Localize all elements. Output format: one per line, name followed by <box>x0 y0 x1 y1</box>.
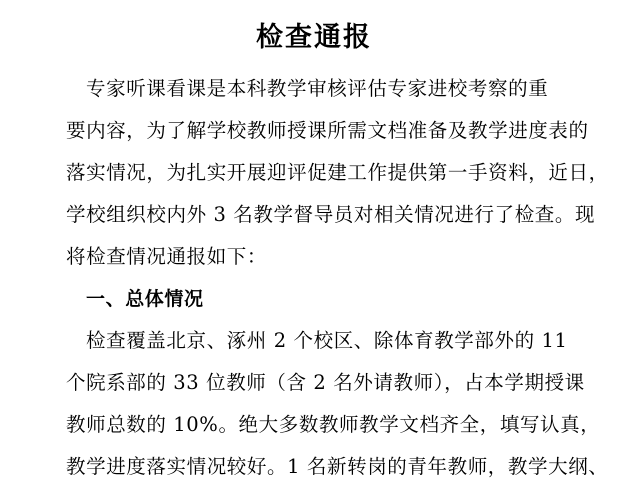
paragraph-line: 个院系部的 33 位教师（含 2 名外请教师），占本学期授课 <box>66 371 585 394</box>
paragraph-line: 教学进度落实情况较好。1 名新转岗的青年教师，教学大纲、 <box>66 455 609 478</box>
paragraph-line: 专家听课看课是本科教学审核评估专家进校考察的重 <box>86 77 549 100</box>
paragraph-line: 学校组织校内外 3 名教学督导员对相关情况进行了检查。现 <box>66 203 596 226</box>
paragraph-line: 将检查情况通报如下： <box>66 245 268 268</box>
paragraph-line: 落实情况，为扎实开展迎评促建工作提供第一手资料，近日， <box>66 161 609 184</box>
paragraph-line: 检查覆盖北京、涿州 2 个校区、除体育教学部外的 11 <box>86 329 568 352</box>
section-heading: 一、总体情况 <box>86 288 204 310</box>
paragraph-line: 教师总数的 10%。绝大多数教师教学文档齐全，填写认真， <box>66 413 601 436</box>
document-title: 检查通报 <box>256 22 372 53</box>
paragraph-line: 要内容，为了解学校教师授课所需文档准备及教学进度表的 <box>66 119 589 142</box>
